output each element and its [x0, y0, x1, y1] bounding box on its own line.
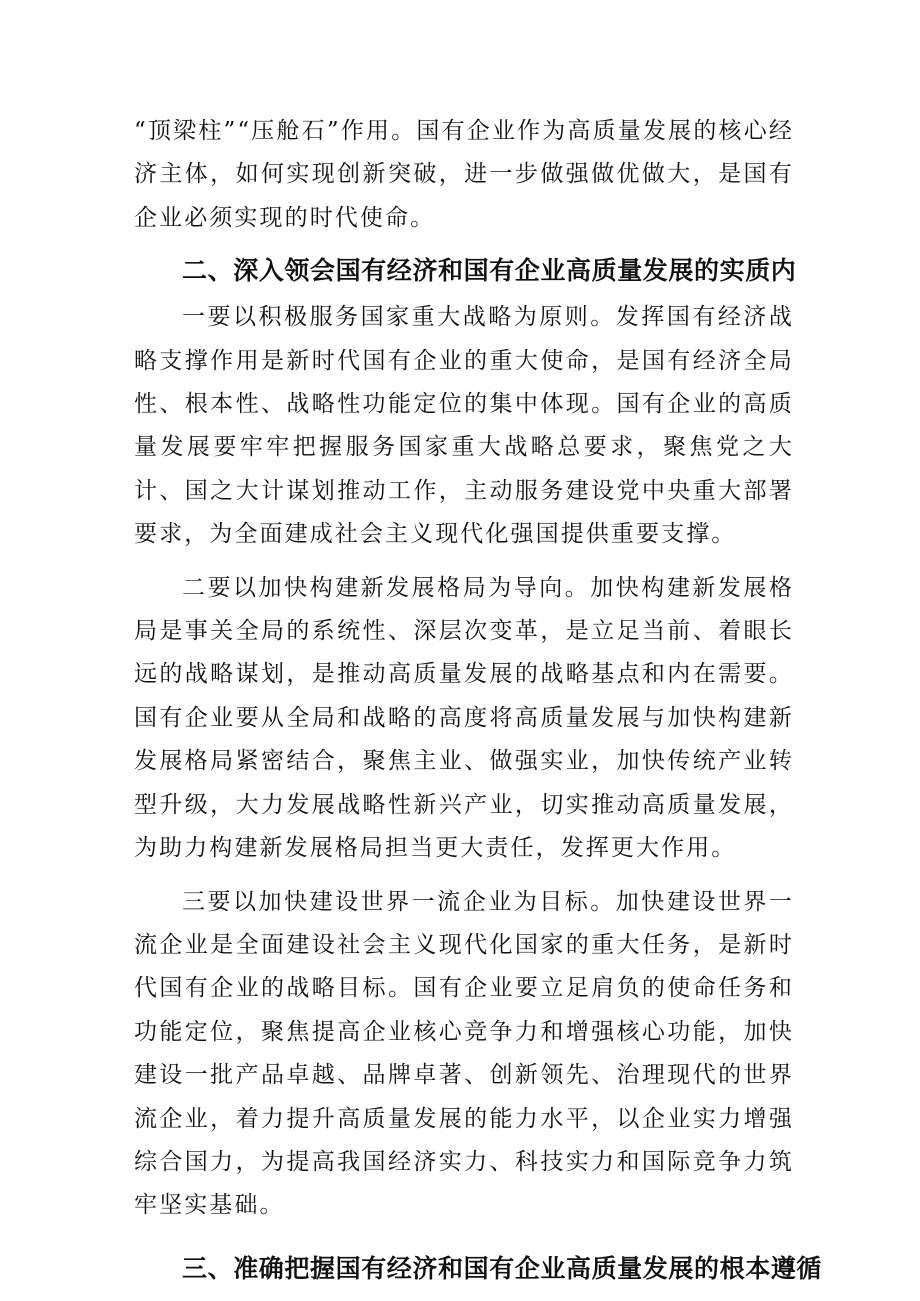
paragraph-second-requirement: 二要以加快构建新发展格局为导向。加快构建新发展格局是事关全局的系统性、深层次变革，是立足当前、着眼长远的战略谋划，是推动高质量发展的战略基点和内在需要。国有企业要从全局和战略的高度将高质量发展与加快构建新发展格局紧密结合，聚焦主业、做强实业，加快传统产业转型升级，大力发展战略性新兴产业，切实推动高质量发展，为助力构建新发展格局担当更大责任，发挥更大作用。: [134, 574, 794, 862]
paragraph-continued: “顶梁柱”“压舱石”作用。国有企业作为高质量发展的核心经济主体，如何实现创新突破，进一步做强做优做大，是国有企业必须实现的时代使命。: [134, 118, 794, 231]
section-heading-2: 二、深入领会国有经济和国有企业高质量发展的实质内: [182, 256, 797, 286]
section-heading-3: 三、准确把握国有经济和国有企业高质量发展的根本遵循: [182, 1253, 823, 1283]
paragraph-third-requirement: 三要以加快建设世界一流企业为目标。加快建设世界一流企业是全面建设社会主义现代化国家的重大任务，是新时代国有企业的战略目标。国有企业要立足肩负的使命任务和功能定位，聚焦提高企业核心竞争力和增强核心功能，加快建设一批产品卓越、品牌卓著、创新领先、治理现代的世界流企业，着力提升高质量发展的能力水平，以企业实力增强综合国力，为提高我国经济实力、科技实力和国际竞争力筑牢坚实基础。: [134, 888, 794, 1219]
paragraph-first-requirement: 一要以积极服务国家重大战略为原则。发挥国有经济战略支撑作用是新时代国有企业的重大使命，是国有经济全局性、根本性、战略性功能定位的集中体现。国有企业的高质量发展要牢牢把握服务国家重大战略总要求，聚焦党之大计、国之大计谋划推动工作，主动服务建设党中央重大部署要求，为全面建成社会主义现代化强国提供重要支撑。: [134, 304, 794, 548]
document-body: [134, 110, 823, 1294]
